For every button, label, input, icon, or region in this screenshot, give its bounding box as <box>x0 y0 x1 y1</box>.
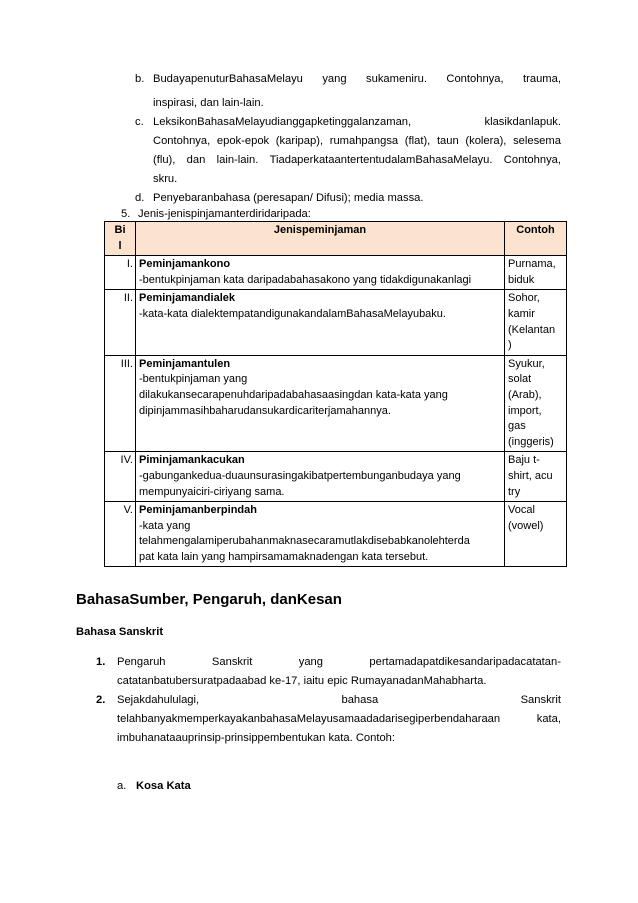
word: bahasa <box>341 694 379 706</box>
row-description <box>136 502 505 567</box>
word: yang <box>298 656 323 668</box>
row-number: V. <box>105 502 136 567</box>
row-number: II. <box>105 290 136 355</box>
example-line: shirt, acu <box>508 469 553 482</box>
word: pertamadapatdikesandaripadacatatan- <box>369 656 561 668</box>
row-line: -kata yang <box>139 519 191 532</box>
word: trauma, <box>523 73 561 85</box>
row-line: -bentukpinjaman yang <box>139 373 248 386</box>
list-item-c-line-1 <box>153 115 561 129</box>
table-row <box>105 355 567 452</box>
word: lain-lain. <box>216 154 259 166</box>
row-description <box>136 290 505 355</box>
list-item-c-line-4: skru. <box>153 173 178 185</box>
row-title: Peminjamantulen <box>139 357 231 370</box>
sub-item-a-marker: a. <box>117 780 127 792</box>
list-item-b-line-2: inspirasi, dan lain-lain. <box>153 97 264 109</box>
table-row <box>105 290 567 355</box>
sub-item-a-text: Kosa Kata <box>136 780 191 792</box>
row-number: IV. <box>105 452 136 502</box>
word: rumahpangsa <box>329 135 399 147</box>
example-line: (Kelantan <box>508 323 556 336</box>
row-examples <box>505 355 567 452</box>
row-title: Peminjamanberpindah <box>139 504 257 517</box>
word: klasikdanlapuk. <box>484 116 561 128</box>
point-1-line-1 <box>117 655 561 669</box>
row-description <box>136 256 505 290</box>
word: Pengaruh <box>117 656 166 668</box>
row-line: pat kata lain yang hampirsamamaknadengan kata tersebut. <box>139 550 429 563</box>
word: yang <box>322 73 347 85</box>
header-jenis: Jenispeminjaman <box>136 222 505 256</box>
section-subheading: Bahasa Sanskrit <box>76 626 164 638</box>
example-line: kamir <box>508 307 535 320</box>
word: BudayapenuturBahasaMelayu <box>153 73 303 85</box>
section-heading: BahasaSumber, Pengaruh, danKesan <box>76 591 342 608</box>
row-examples <box>505 452 567 502</box>
point-1-marker: 1. <box>96 656 106 668</box>
word: LeksikonBahasaMelayudianggapketinggalanzaman, <box>153 116 412 128</box>
word: (karipap), <box>275 135 324 147</box>
borrowing-types-table <box>104 221 567 567</box>
list-item-c-line-3 <box>153 153 561 167</box>
word: Sanskrit <box>520 694 561 706</box>
table-header-row <box>105 222 567 256</box>
word: dan <box>186 154 206 166</box>
word: Contohnya, <box>153 135 211 147</box>
word: Sanskrit <box>211 656 253 668</box>
header-bil: Bi l <box>105 222 136 256</box>
row-line: -gabungankedua-duaunsurasingakibatpertembunganbudaya yang <box>139 469 461 482</box>
example-line: Baju t- <box>508 454 540 467</box>
example-line: (inggeris) <box>508 435 554 448</box>
row-number: I. <box>105 256 136 290</box>
list-item-d-text: Penyebaranbahasa (peresapan/ Difusi); media massa. <box>153 192 424 204</box>
list-item-5-text: Jenis-jenispinjamanterdiridaripada: <box>138 208 311 220</box>
example-line: Vocal <box>508 504 535 517</box>
list-marker-d: d. <box>135 192 145 204</box>
row-number: III. <box>105 355 136 452</box>
word: selesema <box>513 135 561 147</box>
row-line: -kata-kata dialektempatandigunakandalamBahasaMelayubaku. <box>139 307 446 320</box>
table-row <box>105 452 567 502</box>
example-line: try <box>508 485 521 498</box>
row-line: dilakukansecarapenuhdaripadabahasaasingdan kata-kata yang <box>139 388 448 401</box>
word: sukameniru. <box>366 73 427 85</box>
list-item-c-line-2 <box>153 134 561 148</box>
list-marker-c: c. <box>135 116 144 128</box>
row-description <box>136 355 505 452</box>
word: (flat), <box>404 135 431 147</box>
point-2-line-2 <box>117 712 561 726</box>
example-line: gas <box>508 420 526 433</box>
point-2-line-1 <box>117 693 561 707</box>
word: kata, <box>536 713 561 725</box>
word: telahbanyakmemperkayakanbahasaMelayusamaadadarisegiperbendaharaan <box>117 713 501 725</box>
list-marker-b: b. <box>135 73 145 85</box>
row-title: Peminjamandialek <box>139 292 235 305</box>
point-2-marker: 2. <box>96 694 106 706</box>
row-description <box>136 452 505 502</box>
word: Contohnya, <box>446 73 504 85</box>
example-line: biduk <box>508 273 535 286</box>
row-line: dipinjammasihbaharudansukardicariterjamahannya. <box>139 404 391 417</box>
example-line: Syukur, <box>508 357 545 370</box>
header-contoh: Contoh <box>505 222 567 256</box>
word: taun <box>436 135 459 147</box>
word: (kolera), <box>465 135 507 147</box>
row-line: -bentukpinjaman kata daripadabahasakono yang tidakdigunakanlagi <box>139 273 472 286</box>
point-2-line-3: imbuhanataauprinsip-prinsippembentukan kata. Contoh: <box>117 732 395 744</box>
row-examples <box>505 256 567 290</box>
word: Contohnya, <box>503 154 561 166</box>
example-line: ) <box>508 339 512 352</box>
point-1-line-2: catatanbatubersuratpadaabad ke-17, iaitu epic RumayanadanMahabharta. <box>117 675 487 687</box>
word: (flu), <box>153 154 176 166</box>
example-line: import, <box>508 404 542 417</box>
example-line: solat <box>508 373 532 386</box>
example-line: Purnama, <box>508 258 556 271</box>
list-item-b-line-1 <box>153 72 561 86</box>
word: epok-epok <box>216 135 270 147</box>
word: TiadaperkataantertentudalamBahasaMelayu. <box>269 154 493 166</box>
row-line: telahmengalamiperubahanmaknasecaramutlakdisebabkanolehterda <box>139 535 470 548</box>
word: Sejakdahululagi, <box>117 694 200 706</box>
table-row <box>105 256 567 290</box>
example-line: (Arab), <box>508 388 542 401</box>
table-row <box>105 502 567 567</box>
list-marker-5: 5. <box>121 208 131 220</box>
row-title: Peminjamankono <box>139 258 231 271</box>
row-line: mempunyaiciri-ciriyang sama. <box>139 485 285 498</box>
row-examples <box>505 290 567 355</box>
example-line: Sohor, <box>508 292 540 305</box>
row-examples <box>505 502 567 567</box>
example-line: (vowel) <box>508 519 544 532</box>
row-title: Piminjamankacukan <box>139 454 245 467</box>
